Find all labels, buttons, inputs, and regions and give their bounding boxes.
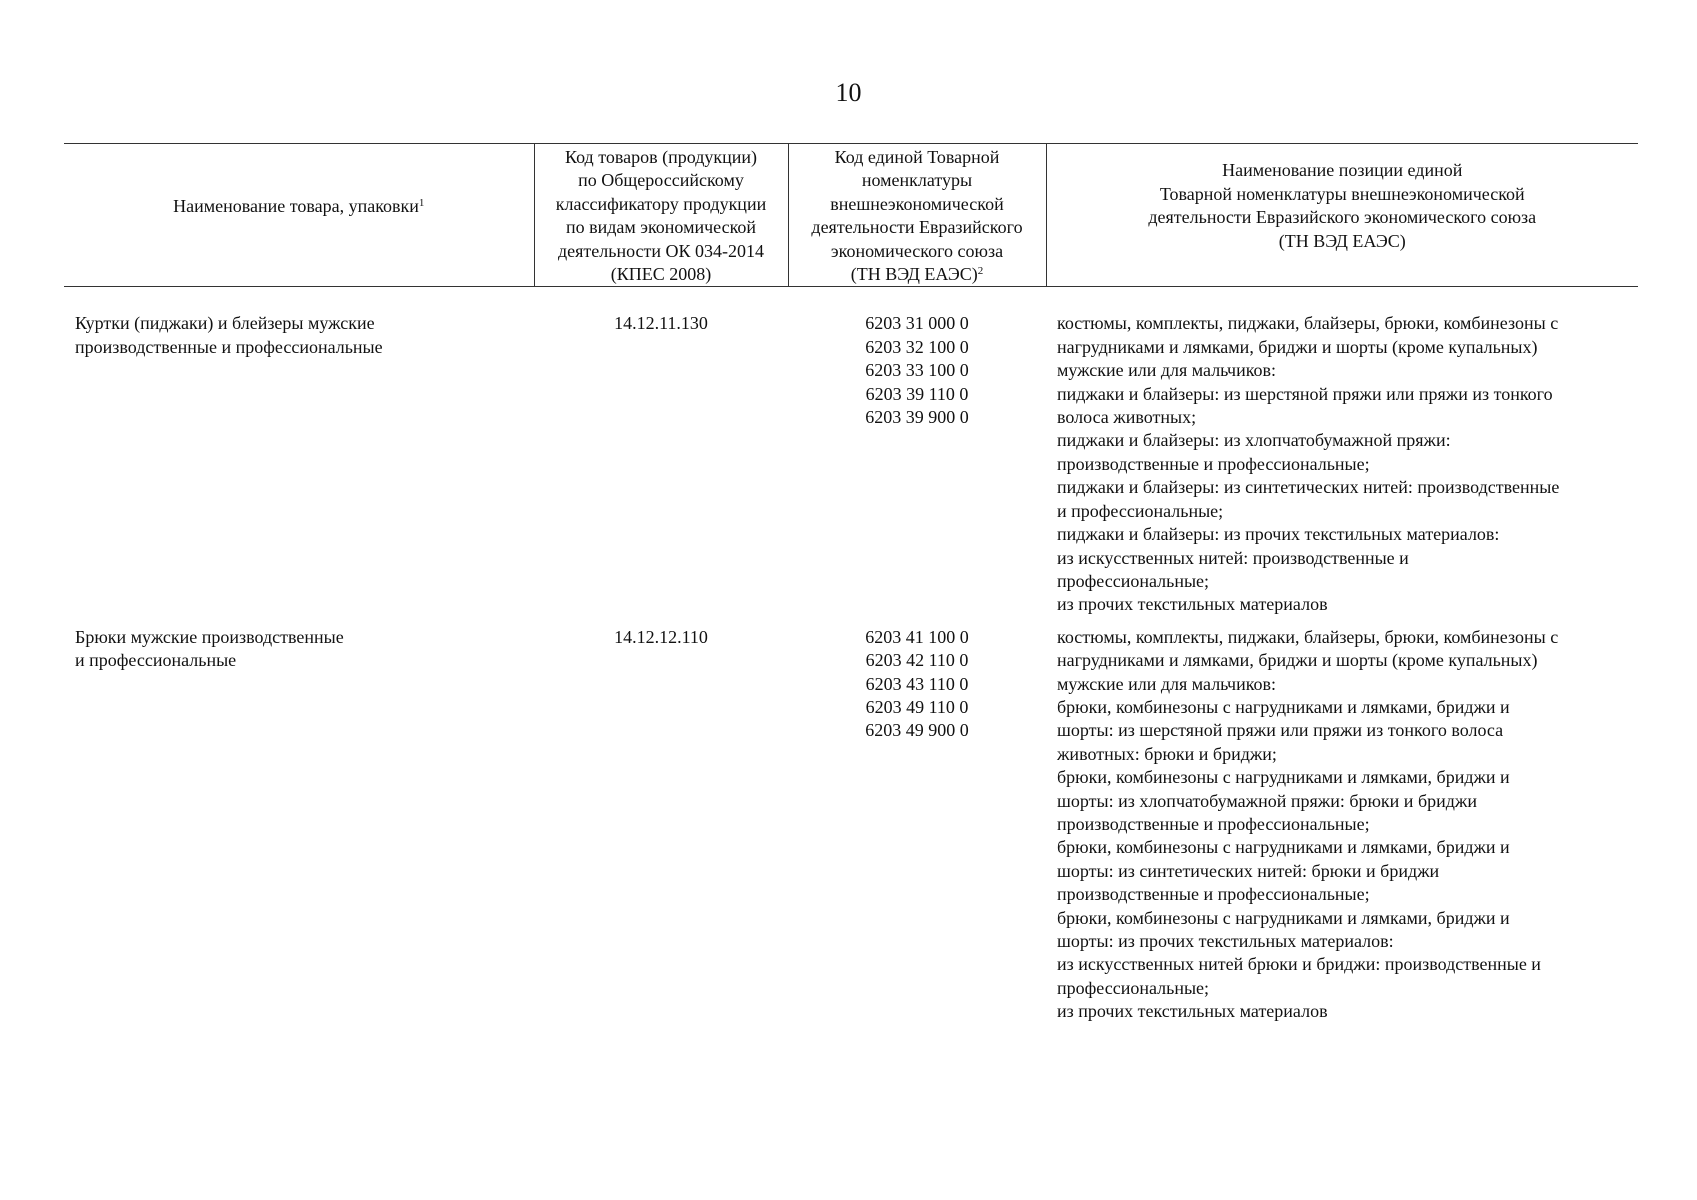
page-number: 10 (835, 78, 862, 107)
description-line: пиджаки и блайзеры: из хлопчатобумажной пряжи: (1057, 430, 1451, 451)
header-position-line: деятельности Евразийского экономического союза (1148, 207, 1537, 228)
okpd-code-cell: 14.12.12.110 (614, 626, 708, 647)
tnved-code: 6203 49 110 0 (865, 696, 969, 717)
okpd-code-cell: 14.12.11.130 (614, 313, 708, 334)
header-okpd-line: по видам экономической (565, 217, 757, 238)
header-tnved-line: номенклатуры (861, 170, 973, 191)
description-line: брюки, комбинезоны с нагрудниками и лямками, бриджи и (1057, 767, 1510, 788)
description-line: шорты: из прочих текстильных материалов: (1057, 931, 1394, 951)
position-description-cell (1046, 287, 1638, 617)
description-line: брюки, комбинезоны с нагрудниками и лямками, бриджи и (1057, 907, 1510, 928)
tnved-code: 6203 33 100 0 (865, 360, 969, 381)
description-line: и профессиональные; (1057, 500, 1224, 521)
table-header (64, 144, 1638, 287)
tnved-codes-cell (788, 287, 1046, 617)
description-line: шорты: из хлопчатобумажной пряжи: брюки и бриджи (1057, 790, 1477, 811)
header-product-name-text: Наименование товара, упаковки (173, 195, 419, 216)
tnved-code: 6203 42 110 0 (865, 650, 969, 671)
description-line: производственные и профессиональные; (1057, 884, 1370, 905)
description-line: волоса животных; (1057, 407, 1197, 428)
header-position-line: (ТН ВЭД ЕАЭС) (1278, 230, 1406, 251)
header-okpd-line: классификатору продукции (555, 193, 767, 214)
product-name-line: Куртки (пиджаки) и блейзеры мужские (75, 313, 375, 334)
description-line: профессиональные; (1057, 570, 1210, 591)
description-line: из прочих текстильных материалов (1057, 1001, 1328, 1022)
description-line: из искусственных нитей брюки и бриджи: производственные и (1057, 954, 1541, 975)
header-position-line: Наименование позиции единой (1222, 160, 1463, 181)
header-okpd-line: Код товаров (продукции) (564, 147, 758, 167)
description-line: шорты: из синтетических нитей: брюки и бриджи (1057, 860, 1440, 881)
description-line: производственные и профессиональные; (1057, 813, 1370, 834)
description-line: брюки, комбинезоны с нагрудниками и лямками, бриджи и (1057, 696, 1510, 717)
tnved-codes-cell (788, 617, 1046, 1024)
header-okpd-code (534, 144, 788, 287)
header-tnved-line: экономического союза (830, 240, 1004, 261)
footnote-ref-1: 1 (418, 196, 425, 209)
header-okpd-line: (КПЕС 2008) (610, 264, 712, 285)
tnved-code: 6203 32 100 0 (865, 336, 969, 357)
product-name-line: Брюки мужские производственные (75, 626, 344, 647)
table-header-row (64, 144, 1638, 287)
tnved-code: 6203 43 110 0 (865, 673, 969, 694)
product-name-cell (64, 617, 534, 1024)
tnved-code: 6203 31 000 0 (865, 313, 969, 334)
description-line: мужские или для мальчиков: (1057, 360, 1277, 381)
header-position-line: Товарной номенклатуры внешнеэкономической (1159, 183, 1525, 204)
header-tnved-line: Код единой Товарной (834, 147, 1000, 167)
product-name-line: и профессиональные (75, 650, 237, 671)
description-line: мужские или для мальчиков: (1057, 673, 1277, 694)
header-tnved-code (788, 144, 1046, 287)
header-product-name (64, 144, 534, 287)
footnote-ref-2: 2 (977, 265, 984, 278)
header-tnved-line-text: (ТН ВЭД ЕАЭС) (850, 264, 978, 285)
description-line: пиджаки и блайзеры: из шерстяной пряжи или пряжи из тонкого (1057, 383, 1553, 404)
tnved-code: 6203 49 900 0 (865, 720, 969, 741)
tnved-code: 6203 41 100 0 (865, 626, 969, 647)
description-line: костюмы, комплекты, пиджаки, блайзеры, брюки, комбинезоны с (1057, 313, 1559, 334)
description-line: производственные и профессиональные; (1057, 453, 1370, 474)
header-tnved-line: внешнеэкономической (830, 193, 1004, 214)
product-name-cell (64, 287, 534, 617)
description-line: из искусственных нитей: производственные и (1057, 547, 1409, 568)
goods-table (64, 143, 1638, 1024)
header-tnved-line: деятельности Евразийского (811, 217, 1023, 238)
table-body (64, 287, 1638, 1024)
description-line: брюки, комбинезоны с нагрудниками и лямками, бриджи и (1057, 837, 1510, 858)
product-name-line: производственные и профессиональные (75, 336, 383, 357)
description-line: костюмы, комплекты, пиджаки, блайзеры, брюки, комбинезоны с (1057, 626, 1559, 647)
description-line: животных: брюки и бриджи; (1057, 743, 1277, 764)
table-row (64, 287, 1638, 617)
description-line: профессиональные; (1057, 977, 1210, 998)
header-okpd-line: деятельности ОК 034-2014 (557, 240, 765, 261)
tnved-code: 6203 39 900 0 (865, 407, 969, 428)
position-description-cell (1046, 617, 1638, 1024)
header-okpd-line: по Общероссийскому (578, 170, 744, 191)
header-tnved-line (793, 263, 1042, 286)
tnved-code: 6203 39 110 0 (865, 383, 969, 404)
description-line: шорты: из шерстяной пряжи или пряжи из тонкого волоса (1057, 720, 1504, 741)
description-line: пиджаки и блайзеры: из прочих текстильных материалов: (1057, 524, 1500, 545)
description-line: нагрудниками и лямками, бриджи и шорты (кроме купальных) (1057, 336, 1538, 357)
description-line: нагрудниками и лямками, бриджи и шорты (кроме купальных) (1057, 650, 1538, 671)
description-line: пиджаки и блайзеры: из синтетических нитей: производственные (1057, 477, 1560, 498)
description-line: из прочих текстильных материалов (1057, 594, 1328, 615)
header-tnved-position-name (1046, 144, 1638, 287)
table-row (64, 617, 1638, 1024)
